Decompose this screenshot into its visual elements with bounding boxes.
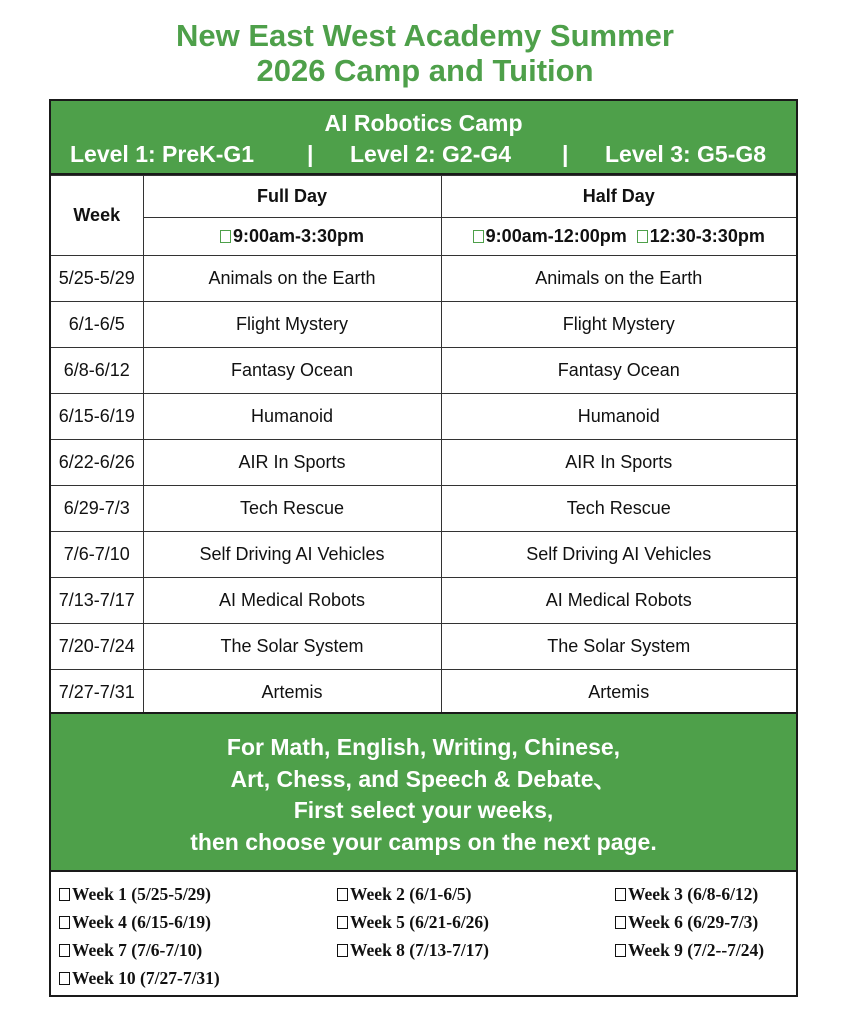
week-column-header: Week: [51, 176, 143, 256]
checkbox-icon[interactable]: [59, 916, 70, 929]
checkbox-icon[interactable]: [615, 916, 626, 929]
checkbox-icon[interactable]: [637, 230, 648, 243]
week-selection-list: [51, 872, 796, 995]
half-day-camp-cell: Animals on the Earth: [441, 256, 796, 302]
checkbox-icon[interactable]: [59, 972, 70, 985]
full-day-camp-cell: AI Medical Robots: [143, 578, 441, 624]
table-row: [51, 578, 796, 624]
week-cell: 5/25-5/29: [51, 256, 143, 302]
camp-name: AI Robotics Camp: [324, 110, 523, 136]
week-option-label: Week 8 (7/13-7/17): [350, 940, 490, 960]
week-cell: 6/1-6/5: [51, 302, 143, 348]
week-cell: 7/13-7/17: [51, 578, 143, 624]
checkbox-icon[interactable]: [615, 888, 626, 901]
week-option[interactable]: [615, 884, 758, 905]
half-day-time-pm: 12:30-3:30pm: [649, 226, 765, 246]
week-cell: 6/15-6/19: [51, 394, 143, 440]
full-day-camp-cell: Tech Rescue: [143, 486, 441, 532]
week-option-label: Week 5 (6/21-6/26): [350, 912, 490, 932]
time-slot-row: [51, 218, 796, 256]
half-day-camp-cell: AIR In Sports: [441, 440, 796, 486]
full-day-camp-cell: Fantasy Ocean: [143, 348, 441, 394]
info-line-4: then choose your camps on the next page.: [190, 828, 657, 855]
info-line-1: For Math, English, Writing, Chinese,: [226, 734, 621, 760]
checkbox-icon[interactable]: [59, 944, 70, 957]
full-day-camp-cell: The Solar System: [143, 624, 441, 670]
title-line-1: New East West Academy Summer: [176, 18, 674, 53]
week-option-label: Week 1 (5/25-5/29): [72, 884, 212, 904]
half-day-time-am: 9:00am-12:00pm: [485, 226, 627, 246]
week-option[interactable]: [59, 884, 211, 905]
level-1-label: Level 1: PreK-G1: [70, 141, 255, 167]
week-option[interactable]: [337, 884, 472, 905]
week-option-label: Week 3 (6/8-6/12): [628, 884, 759, 904]
full-day-time-option[interactable]: [143, 218, 441, 256]
camp-schedule-frame: [49, 99, 798, 997]
checkbox-icon[interactable]: [220, 230, 231, 243]
schedule-table: [51, 175, 796, 715]
half-day-camp-cell: Artemis: [441, 670, 796, 716]
half-day-header: Half Day: [441, 176, 796, 218]
table-header-row: [51, 176, 796, 218]
week-option[interactable]: [59, 940, 202, 961]
week-option-label: Week 4 (6/15-6/19): [72, 912, 212, 932]
week-option[interactable]: [337, 940, 489, 961]
week-option[interactable]: [59, 912, 211, 933]
info-banner: [51, 712, 796, 872]
half-day-camp-cell: Tech Rescue: [441, 486, 796, 532]
info-line-3: First select your weeks,: [293, 797, 554, 823]
camp-banner: [51, 101, 796, 175]
full-day-camp-cell: Animals on the Earth: [143, 256, 441, 302]
half-day-camp-cell: Fantasy Ocean: [441, 348, 796, 394]
level-3-label: Level 3: G5-G8: [605, 141, 767, 167]
checkbox-icon[interactable]: [337, 944, 348, 957]
half-day-camp-cell: Flight Mystery: [441, 302, 796, 348]
table-row: [51, 440, 796, 486]
week-option[interactable]: [59, 968, 220, 989]
full-day-camp-cell: Flight Mystery: [143, 302, 441, 348]
week-cell: 7/20-7/24: [51, 624, 143, 670]
week-option-label: Week 6 (6/29-7/3): [628, 912, 759, 932]
week-cell: 6/22-6/26: [51, 440, 143, 486]
table-row: [51, 394, 796, 440]
checkbox-icon[interactable]: [337, 888, 348, 901]
full-day-camp-cell: Humanoid: [143, 394, 441, 440]
week-option-label: Week 2 (6/1-6/5): [350, 884, 472, 904]
week-option[interactable]: [615, 940, 764, 961]
info-line-2: Art, Chess, and Speech & Debate、: [230, 765, 617, 792]
checkbox-icon[interactable]: [615, 944, 626, 957]
week-option[interactable]: [337, 912, 489, 933]
full-day-time: 9:00am-3:30pm: [232, 226, 365, 246]
full-day-camp-cell: AIR In Sports: [143, 440, 441, 486]
checkbox-icon[interactable]: [473, 230, 484, 243]
table-row: [51, 532, 796, 578]
full-day-header: Full Day: [143, 176, 441, 218]
checkbox-icon[interactable]: [59, 888, 70, 901]
table-row: [51, 302, 796, 348]
page-title: [0, 18, 850, 88]
week-option-label: Week 10 (7/27-7/31): [72, 968, 220, 988]
table-row: [51, 670, 796, 716]
week-cell: 7/27-7/31: [51, 670, 143, 716]
half-day-time-options: [441, 218, 796, 256]
half-day-camp-cell: Self Driving AI Vehicles: [441, 532, 796, 578]
table-row: [51, 256, 796, 302]
level-separator: |: [307, 141, 314, 167]
title-line-2: 2026 Camp and Tuition: [256, 53, 594, 88]
table-row: [51, 348, 796, 394]
level-separator: |: [562, 141, 569, 167]
checkbox-icon[interactable]: [337, 916, 348, 929]
week-option[interactable]: [615, 912, 758, 933]
half-day-camp-cell: AI Medical Robots: [441, 578, 796, 624]
table-row: [51, 624, 796, 670]
half-day-camp-cell: Humanoid: [441, 394, 796, 440]
full-day-camp-cell: Self Driving AI Vehicles: [143, 532, 441, 578]
level-2-label: Level 2: G2-G4: [350, 141, 512, 167]
week-cell: 7/6-7/10: [51, 532, 143, 578]
full-day-camp-cell: Artemis: [143, 670, 441, 716]
half-day-camp-cell: The Solar System: [441, 624, 796, 670]
week-option-label: Week 7 (7/6-7/10): [72, 940, 203, 960]
week-option-label: Week 9 (7/2--7/24): [628, 940, 765, 960]
table-row: [51, 486, 796, 532]
week-cell: 6/8-6/12: [51, 348, 143, 394]
week-cell: 6/29-7/3: [51, 486, 143, 532]
